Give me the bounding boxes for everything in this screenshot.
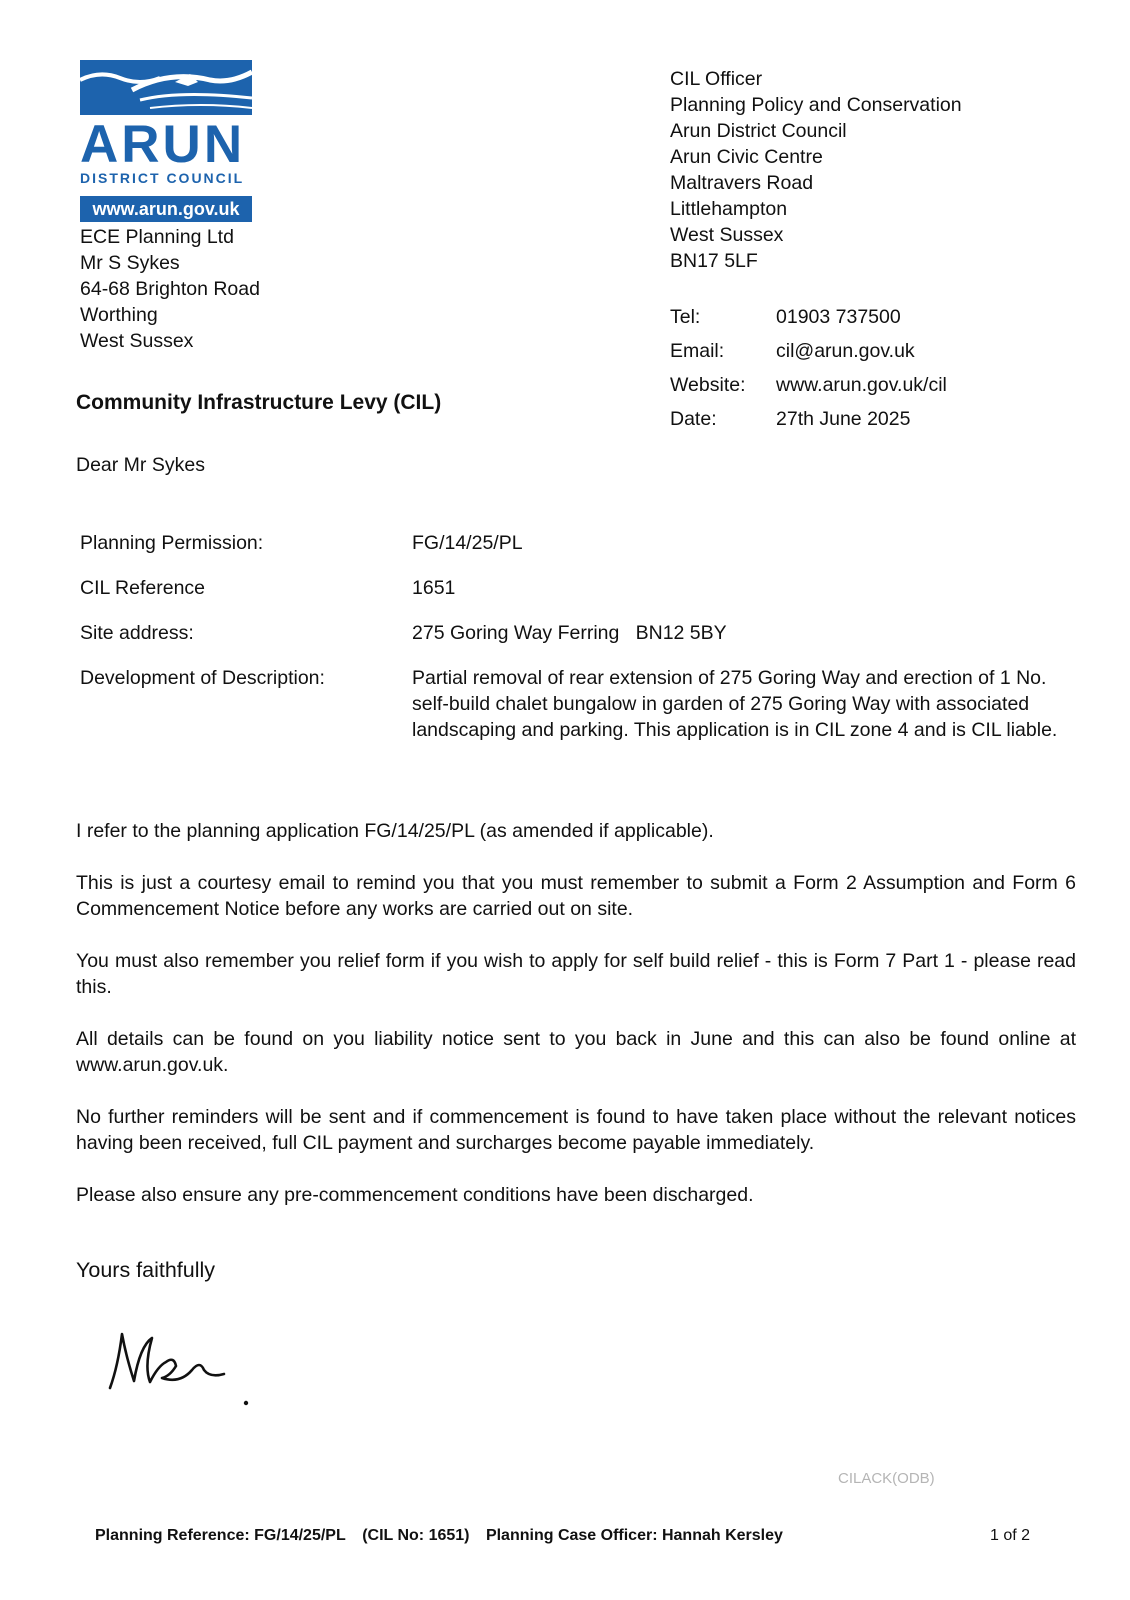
details-row <box>80 575 1064 601</box>
tel-value: 01903 737500 <box>776 306 901 328</box>
sender-line: BN17 5LF <box>670 250 758 272</box>
email-label: Email: <box>670 340 725 362</box>
details-label: Site address: <box>80 622 194 644</box>
sender-address <box>670 66 962 274</box>
body-paragraph: This is just a courtesy email to remind you that you must remember to submit a Form 2 Assumption and Form 6 Commencement Notice before any works are carried out on site. <box>76 872 1076 920</box>
sender-line: Arun District Council <box>670 120 847 142</box>
logo-name: ARUN <box>80 115 246 174</box>
website-label: Website: <box>670 374 746 396</box>
contact-details <box>670 300 947 436</box>
details-value: 1651 <box>412 577 456 599</box>
footer-cil-no: (CIL No: 1651) <box>362 1527 470 1544</box>
sender-line: Arun Civic Centre <box>670 146 823 168</box>
details-table <box>80 530 1064 762</box>
recipient-line: West Sussex <box>80 330 194 352</box>
recipient-line: 64-68 Brighton Road <box>80 278 260 300</box>
document-code: CILACK(ODB) <box>838 1470 935 1487</box>
recipient-line: ECE Planning Ltd <box>80 226 234 248</box>
body-paragraph: You must also remember you relief form if you wish to apply for self build relief - this is Form 7 Part 1 - please read this. <box>76 950 1076 998</box>
letter-subject: Community Infrastructure Levy (CIL) <box>76 391 442 414</box>
sender-line: Littlehampton <box>670 198 788 220</box>
footer-planning-ref: Planning Reference: FG/14/25/PL <box>95 1527 346 1544</box>
sender-line: Planning Policy and Conservation <box>670 94 962 116</box>
email-row <box>670 334 947 368</box>
logo-subtitle: DISTRICT COUNCIL <box>80 170 245 186</box>
tel-label: Tel: <box>670 306 701 328</box>
date-value: 27th June 2025 <box>776 408 911 430</box>
bird-wave-icon <box>80 60 252 115</box>
details-label: Planning Permission: <box>80 532 264 554</box>
website-row <box>670 368 947 402</box>
email-value: cil@arun.gov.uk <box>776 340 915 362</box>
logo-url: www.arun.gov.uk <box>80 196 252 222</box>
date-row <box>670 402 947 436</box>
date-label: Date: <box>670 408 717 430</box>
salutation: Dear Mr Sykes <box>76 454 205 476</box>
recipient-line: Worthing <box>80 304 158 326</box>
closing: Yours faithfully <box>76 1258 216 1282</box>
details-value: 275 Goring Way Ferring BN12 5BY <box>412 622 727 644</box>
details-value: FG/14/25/PL <box>412 532 523 554</box>
details-row <box>80 620 1064 646</box>
details-label: CIL Reference <box>80 577 206 599</box>
details-label: Development of Description: <box>80 667 325 689</box>
sender-line: West Sussex <box>670 224 784 246</box>
tel-row <box>670 300 947 334</box>
sender-line: Maltravers Road <box>670 172 814 194</box>
details-row <box>80 530 1064 556</box>
body-paragraph: Please also ensure any pre-commencement conditions have been discharged. <box>76 1184 754 1206</box>
footer-case-officer: Planning Case Officer: Hannah Kersley <box>485 1527 783 1544</box>
sender-line: CIL Officer <box>670 68 763 90</box>
details-value: Partial removal of rear extension of 275 Goring Way and erection of 1 No. self-build chalet bungalow in garden of 275 Goring Way with associated landscaping and parking. This application is in CIL zone 4 and is CIL liable. <box>412 667 1058 741</box>
body-paragraph: I refer to the planning application FG/14/25/PL (as amended if applicable). <box>76 820 714 842</box>
body-paragraph: All details can be found on you liability notice sent to you back in June and this can also be found online at www.arun.gov.uk. <box>76 1028 1076 1076</box>
page-footer <box>95 1527 795 1545</box>
recipient-address <box>80 224 260 354</box>
recipient-line: Mr S Sykes <box>80 252 180 274</box>
page-number: 1 of 2 <box>990 1527 1031 1544</box>
website-value: www.arun.gov.uk/cil <box>776 374 947 396</box>
details-row <box>80 665 1064 743</box>
body-paragraph: No further reminders will be sent and if commencement is found to have taken place without the relevant notices having been received, full CIL payment and surcharges become payable immediately. <box>76 1106 1076 1154</box>
council-logo <box>80 60 252 222</box>
signature <box>100 1326 280 1436</box>
letter-body <box>76 818 1076 1234</box>
